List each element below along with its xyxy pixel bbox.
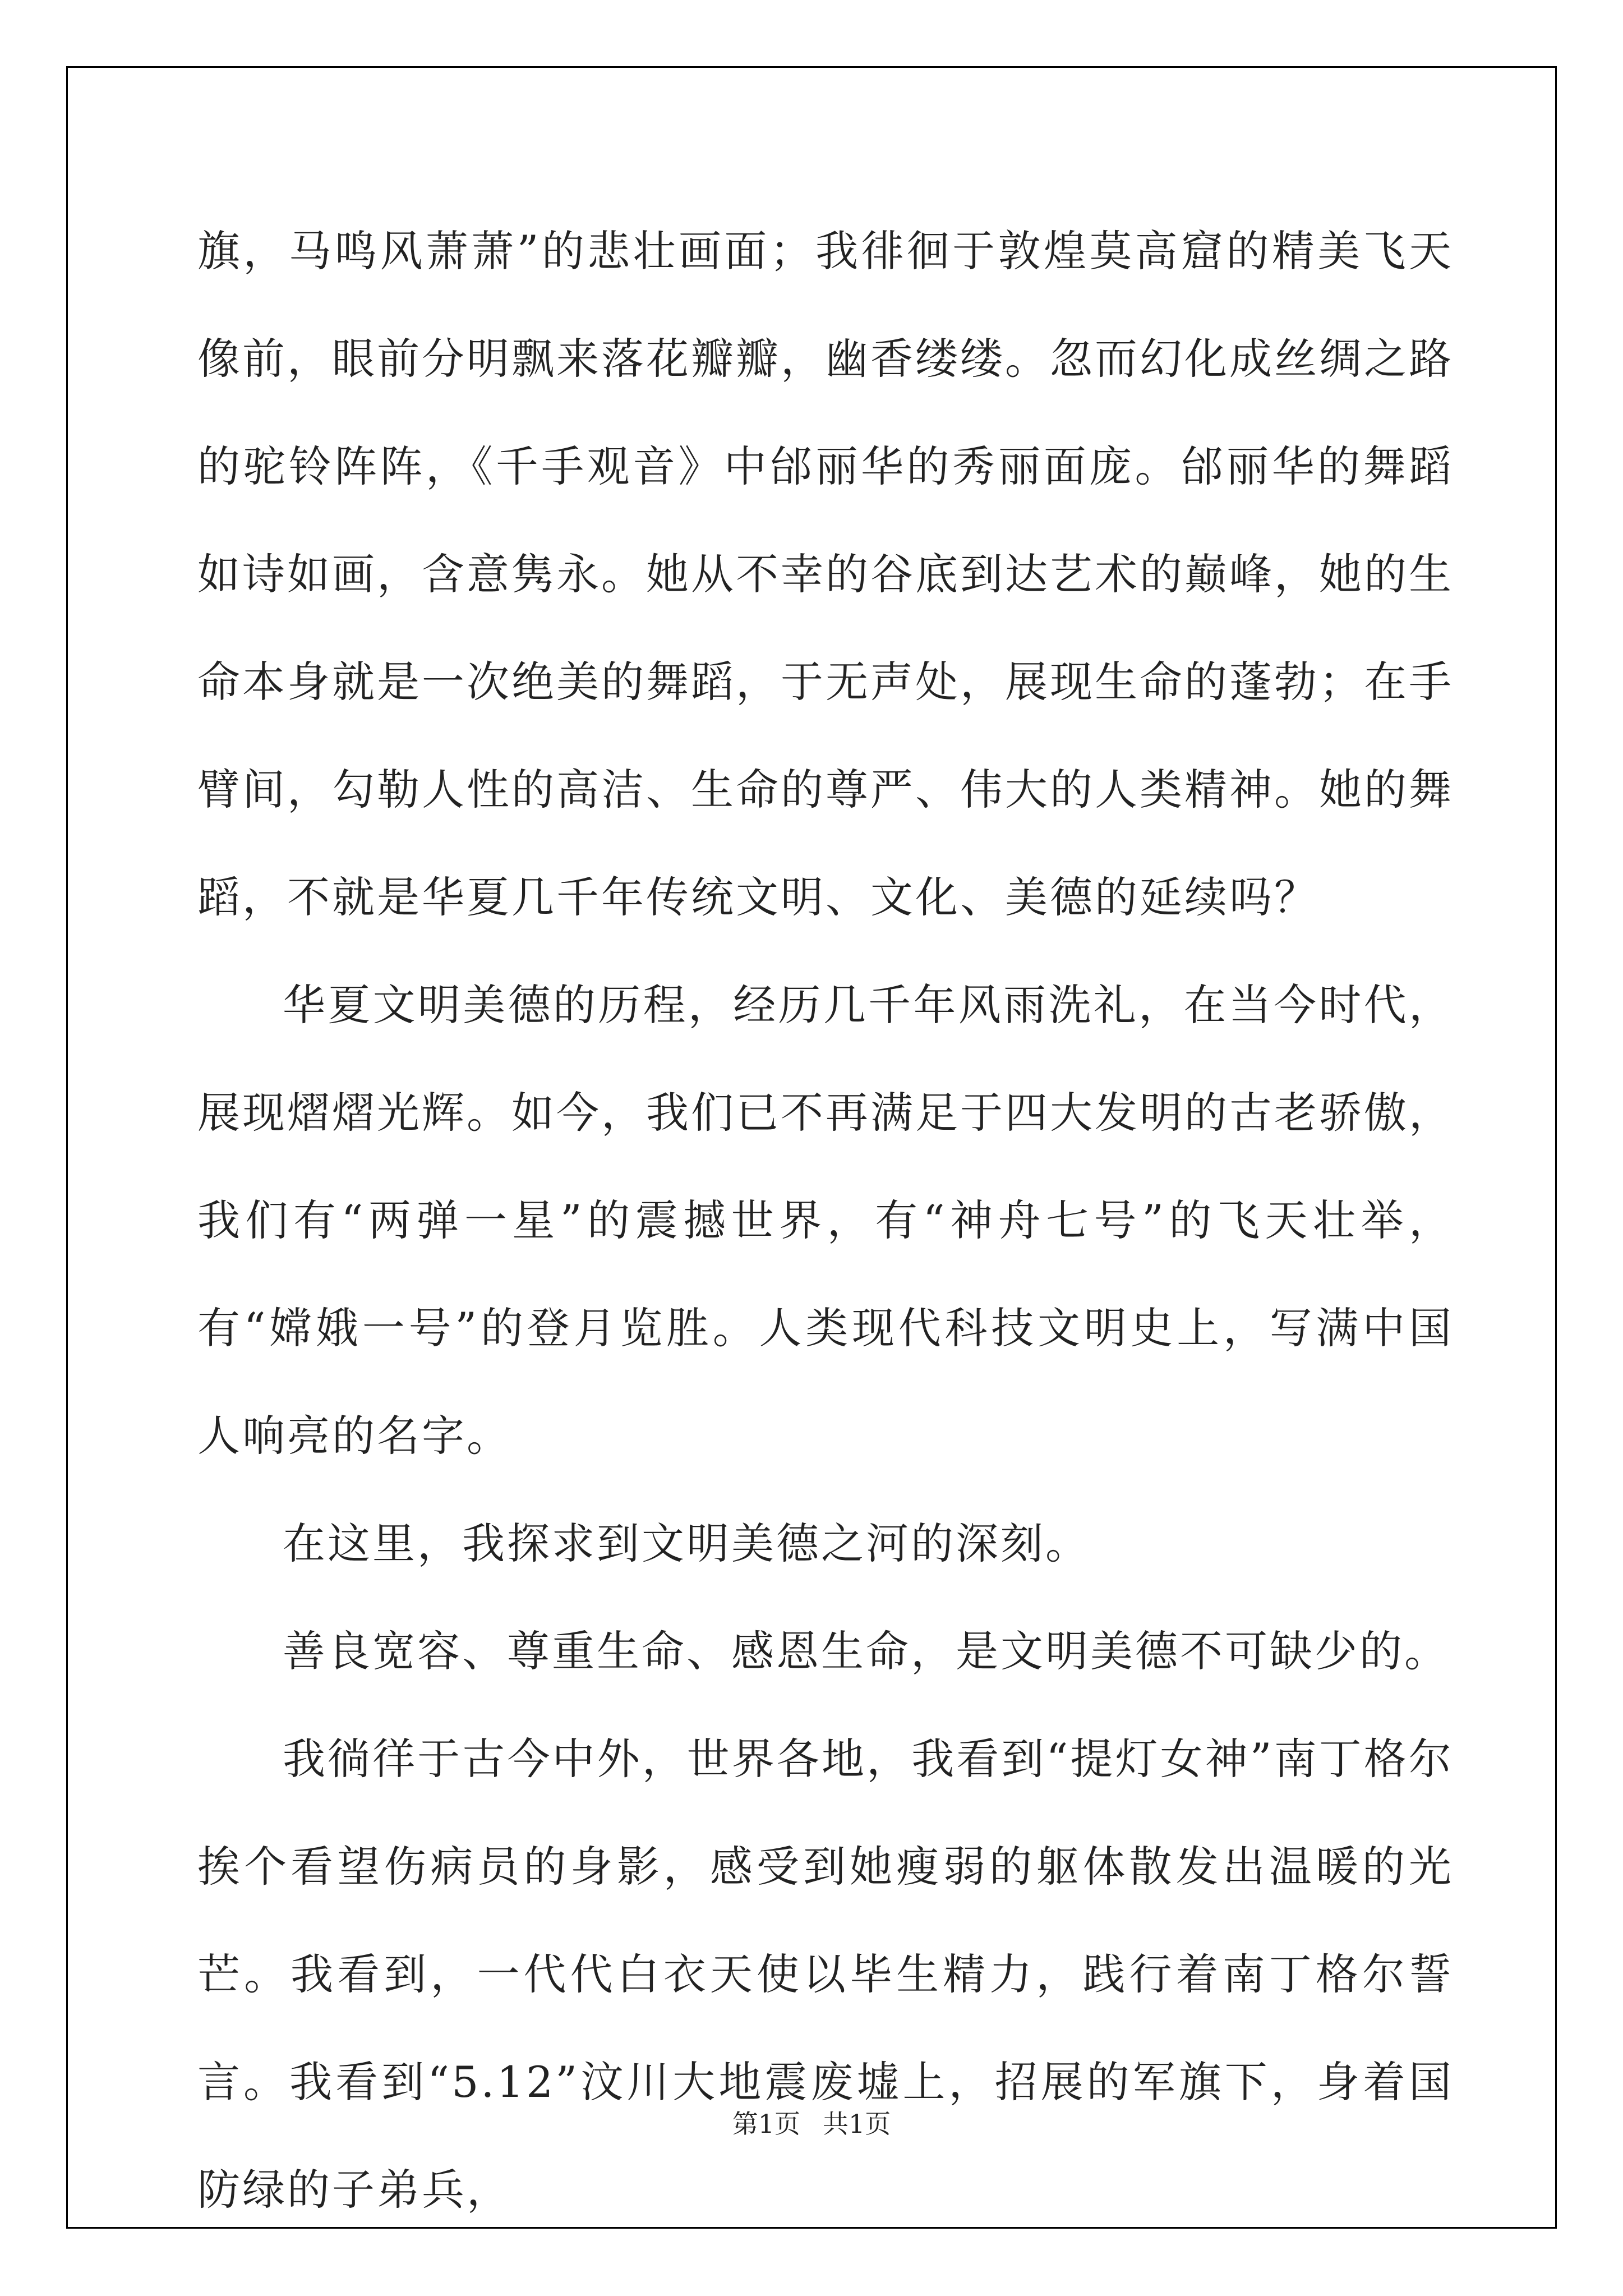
paragraph-3: 在这里，我探求到文明美德之河的深刻。 xyxy=(283,1519,1090,1568)
page-number: 第1页 xyxy=(732,2109,800,2139)
paragraph-2: 华夏文明美德的历程，经历几千年风雨洗礼，在当今时代，展现熠熠光辉。如今，我们已不再满足于四大发明的古老骄傲，我们有“两弹一星”的震撼世界，有“神舟七号”的飞天壮举，有“嫦娥一号”的登月览胜。人类现代科技文明史上，写满中国人响亮的名字。 xyxy=(197,980,1454,1461)
page-total: 共1页 xyxy=(823,2109,891,2139)
paragraph-5: 我徜徉于古今中外，世界各地，我看到“提灯女神”南丁格尔挨个看望伤病员的身影，感受到她瘦弱的躯体散发出温暖的光芒。我看到，一代代白衣天使以毕生精力，践行着南丁格尔誓言。我看到“5.12”汶川大地震废墟上，招展的军旗下，身着国防绿的子弟兵， xyxy=(197,1734,1454,2215)
paragraph-4: 善良宽容、尊重生命、感恩生命，是文明美德不可缺少的。 xyxy=(283,1626,1449,1676)
paragraph-1: 旗，马鸣风萧萧”的悲壮画面；我徘徊于敦煌莫高窟的精美飞天像前，眼前分明飘来落花瓣瓣，幽香缕缕。忽而幻化成丝绸之路的驼铃阵阵，《千手观音》中邰丽华的秀丽面庞。邰丽华的舞蹈如诗如画，含意隽永。她从不幸的谷底到达艺术的巅峰，她的生命本身就是一次绝美的舞蹈，于无声处，展现生命的蓬勃；在手臂间，勾勒人性的高洁、生命的尊严、伟大的人类精神。她的舞蹈，不就是华夏几千年传统文明、文化、美德的延续吗？ xyxy=(197,226,1454,922)
document-body xyxy=(197,197,1454,2244)
page-footer xyxy=(0,2107,1623,2141)
